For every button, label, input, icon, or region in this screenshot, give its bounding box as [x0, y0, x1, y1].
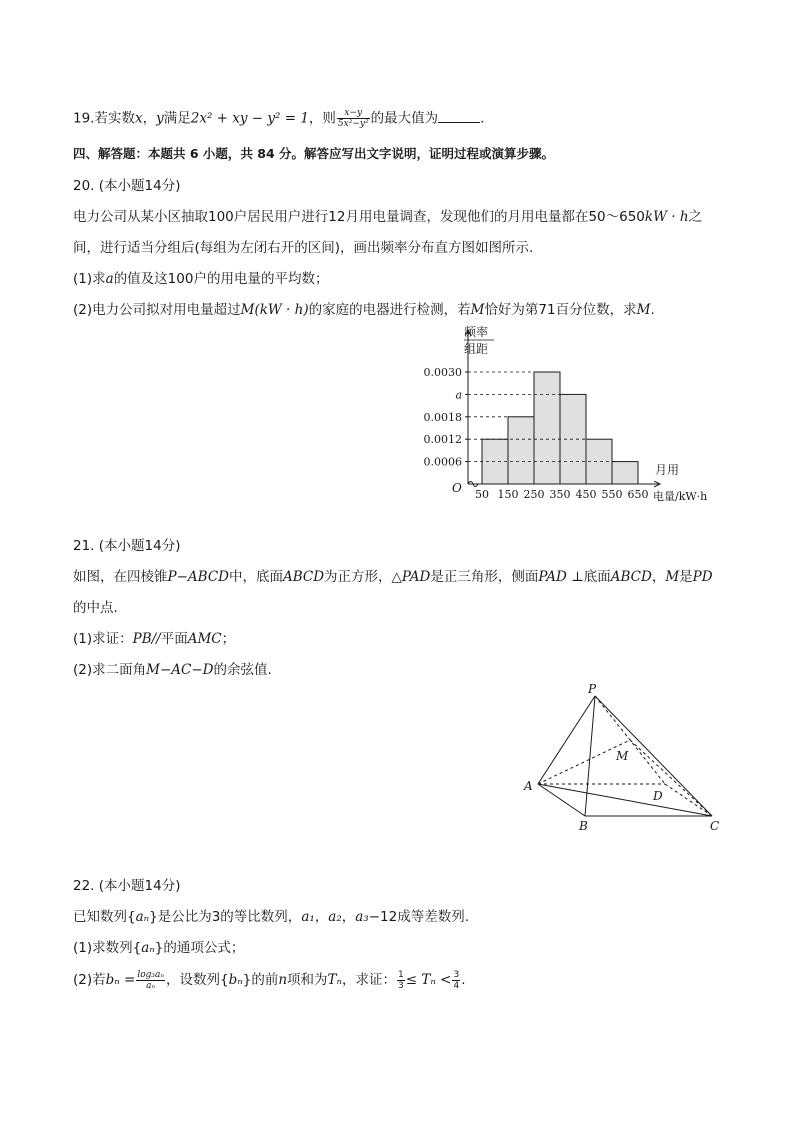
math: aₙ [135, 909, 150, 925]
histogram-bar [508, 417, 534, 484]
question-number: 19. [73, 110, 95, 127]
text: }的前 [242, 972, 279, 988]
x-axis-label-bottom: 电量/kW·h [653, 490, 708, 503]
text: 恰好为第71百分位数，求 [484, 302, 637, 318]
denominator: 3 [398, 980, 404, 991]
x-tick-label: 450 [575, 488, 597, 501]
text: 满足 [163, 110, 191, 127]
math: ≤ Tₙ < [405, 972, 452, 988]
q20-body-line1 [73, 208, 702, 226]
histogram-bar [612, 462, 638, 484]
q20-part2 [73, 301, 655, 319]
fraction [452, 970, 460, 991]
fraction [397, 970, 405, 991]
text: ， [651, 569, 666, 585]
answer-blank [438, 110, 480, 123]
text: 中，底面 [228, 569, 283, 585]
q21-body-line2: 的中点. [73, 600, 118, 616]
math: ABCD [610, 569, 652, 585]
text: 是正三角形，侧面 [430, 569, 539, 585]
math: PD [692, 569, 713, 585]
q21-part1 [73, 630, 235, 648]
fraction [136, 970, 165, 991]
numerator: 3 [453, 969, 460, 980]
q21-part2 [73, 661, 272, 679]
x-tick-label: 550 [601, 488, 623, 501]
text: 如图，在四棱锥 [73, 569, 168, 585]
text: 底面 [583, 569, 611, 585]
denominator: 4 [453, 980, 460, 991]
math: aₙ [141, 940, 155, 956]
math: a₂ [328, 909, 342, 925]
text: ； [221, 631, 236, 647]
math: n [278, 972, 288, 988]
text: 的余弦值. [213, 662, 272, 678]
x-tick-label: 650 [627, 488, 649, 501]
math: M [665, 569, 680, 585]
math: M(kW · h) [240, 302, 309, 318]
q20-part1 [73, 270, 328, 288]
section-heading: 四、解答题：本题共 6 小题，共 84 分。解答应写出文字说明，证明过程或演算步骤。 [73, 146, 555, 161]
fraction [337, 108, 370, 129]
math: AMC [187, 631, 222, 647]
text: 电力公司从某小区抽取100户居民用户进行12月用电量调查，发现他们的月用电量都在50～650 [73, 209, 645, 225]
q22-body-line1 [73, 908, 469, 926]
q20-body-line2: 间，进行适当分组后(每组为左闭右开的区间)，画出频率分布直方图如图所示. [73, 240, 534, 256]
numerator: log₃aₙ [137, 969, 165, 980]
text: }的通项公式； [154, 940, 245, 956]
text: 为正方形， [324, 569, 392, 585]
math: ABCD [282, 569, 325, 585]
q20-header: 20. (本小题14分) [73, 178, 181, 194]
text: ， [341, 909, 356, 925]
y-tick-label: 0.0006 [423, 455, 462, 469]
text: (1)求证： [73, 631, 133, 647]
text: 已知数列{ [73, 909, 136, 925]
text: ， [142, 110, 157, 127]
numerator: 1 [398, 969, 404, 980]
y-tick-label: 0.0012 [423, 433, 462, 447]
text: ，则 [308, 110, 336, 127]
math: M [470, 302, 485, 318]
text: (2)若 [73, 972, 106, 988]
text: 的最大值为 [370, 110, 439, 127]
edge-PB [585, 696, 595, 816]
y-axis-label-bottom: 组距 [464, 342, 489, 356]
x-tick-label: 250 [523, 488, 545, 501]
text: ，设数列{ [166, 972, 229, 988]
histogram-chart [400, 322, 730, 507]
y-tick-label: a [455, 388, 462, 402]
x-axis-label-top: 月用 [655, 463, 680, 477]
label-A: A [524, 779, 533, 793]
math: PAD ⊥ [538, 569, 584, 585]
x-tick-label: 150 [497, 488, 519, 501]
math: Tₙ [327, 972, 343, 988]
text: 的家庭的电器进行检测，若 [308, 302, 471, 318]
math: PB// [132, 631, 161, 647]
edge-MC [630, 740, 712, 816]
q22-part2 [73, 968, 465, 992]
math: x [134, 110, 143, 127]
math: a₃ [355, 909, 369, 925]
text: (2)求二面角 [73, 662, 147, 678]
x-tick-label: 350 [549, 488, 571, 501]
math: P−ABCD [167, 569, 229, 585]
q22-header: 22. (本小题14分) [73, 878, 181, 894]
denominator: aₙ [146, 980, 156, 991]
math: △PAD [391, 569, 431, 585]
y-tick-label: 0.0030 [423, 366, 462, 379]
label-B: B [579, 819, 588, 833]
text: . [650, 302, 655, 318]
text: 是 [679, 569, 693, 585]
math: bₙ [228, 972, 243, 988]
q19-line [73, 108, 484, 129]
text: 的值及这100户的用电量的平均数； [113, 271, 329, 287]
y-tick-label: 0.0018 [423, 410, 462, 424]
equation: 2x² + xy − y² = 1 [190, 110, 309, 127]
text: . [461, 972, 466, 988]
label-C: C [710, 819, 720, 833]
text: 平面 [160, 631, 188, 647]
x-tick-label: 50 [475, 488, 489, 501]
q21-header: 21. (本小题14分) [73, 538, 181, 554]
q21-body-line1 [73, 568, 713, 586]
math: a [105, 271, 114, 287]
y-axis-label-top: 频率 [464, 325, 489, 339]
text: (2)电力公司拟对用电量超过 [73, 302, 241, 318]
text: 之 [688, 209, 703, 225]
math: M [636, 302, 651, 318]
pyramid-figure [520, 680, 730, 840]
histogram-bar [534, 372, 560, 484]
numerator: x−y [337, 108, 370, 119]
math: M−AC−D [146, 662, 214, 678]
math: bₙ = [105, 972, 136, 988]
text: 若实数 [94, 110, 135, 127]
math: kW · h [644, 209, 689, 225]
text: ， [314, 909, 329, 925]
text: −12成等差数列. [368, 909, 469, 925]
q22-part1 [73, 939, 244, 957]
label-D: D [653, 789, 663, 803]
text: ，求证： [342, 972, 397, 988]
text: 项和为 [287, 972, 328, 988]
label-M: M [616, 749, 629, 763]
math: y [156, 110, 164, 127]
math: a₁ [301, 909, 315, 925]
text: (1)求数列{ [73, 940, 142, 956]
denominator: 5x²−y² [337, 119, 369, 129]
text: . [480, 110, 485, 127]
label-P: P [588, 682, 597, 696]
text: }是公比为3的等比数列， [149, 909, 302, 925]
origin-label: O [452, 481, 462, 495]
text: (1)求 [73, 271, 106, 287]
